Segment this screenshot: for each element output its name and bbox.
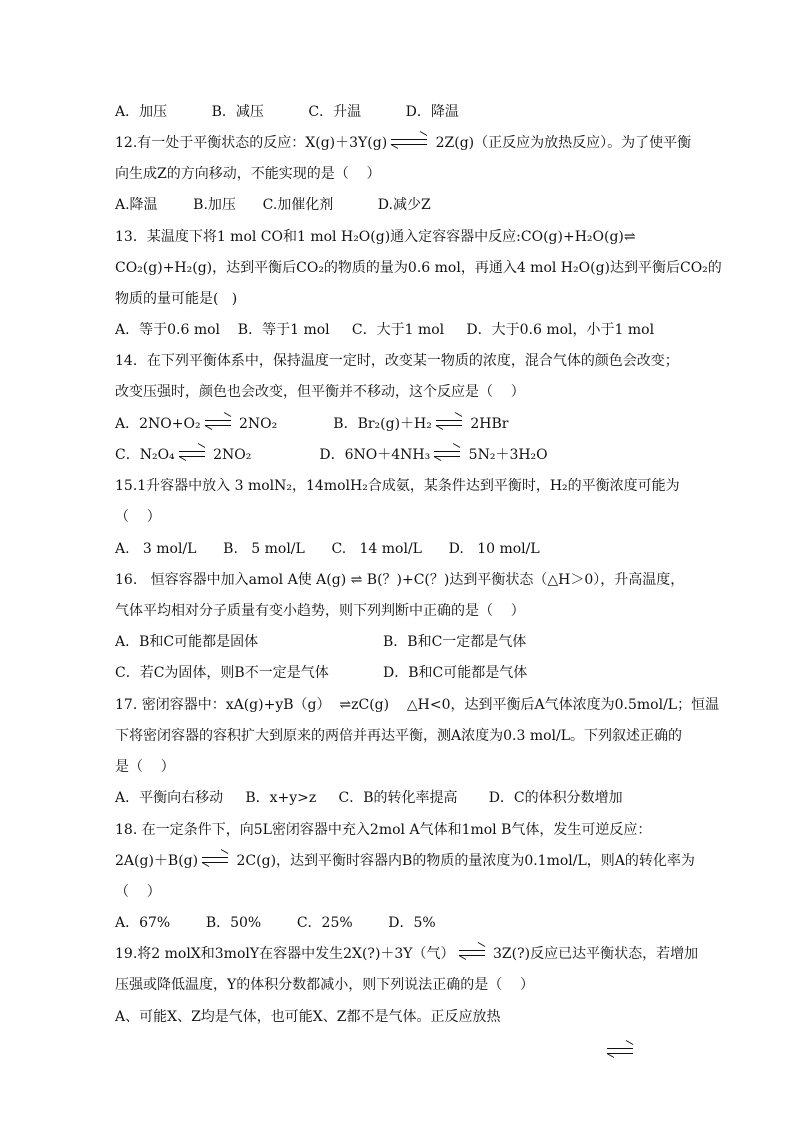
q15-stem-line2: （ ） <box>115 509 161 525</box>
q19-option-a: A、可能X、Z均是气体，也可能X、Z都不是气体。正反应放热 <box>115 1009 501 1025</box>
q17-stem-line1: 17. 密闭容器中：xA(g)+yB（g） ⇌zC(g) △H<0，达到平衡后A气体浓度为0.5mol/L；恒温 <box>115 697 720 713</box>
q14-options-ab <box>115 414 508 434</box>
q16-stem-line2: 气体平均相对分子质量有变小趋势，则下列判断中正确的是（ ） <box>115 603 525 619</box>
q18-options: A．67% B．50% C．25% D．5% <box>115 915 436 931</box>
q12-stem-line1: 12.有一处于平衡状态的反应：X(g)＋3Y(g) 2Z(g)（正反应为放热反应）。为了使平衡 <box>115 135 692 151</box>
q11-options: A．加压 B．减压 C．升温 D．降温 <box>115 104 459 120</box>
q14-option-d: D．6NO＋4NH₃ 5N₂＋3H₂O <box>319 447 548 463</box>
q14-option-b: B．Br₂(g)＋H₂ 2HBr <box>333 416 509 432</box>
q18-stem-line3: （ ） <box>115 884 161 900</box>
q17-options: A．平衡向右移动 B．x+y>z C．B的转化率提高 D．C的体积分数增加 <box>115 790 623 806</box>
q14-option-c: C．N₂O₄ 2NO₂ <box>115 447 252 463</box>
q17-stem-line2: 下将密闭容器的容积扩大到原来的两倍并再达平衡，测A浓度为0.3 mol/L。下列叙述正确的 <box>115 728 683 744</box>
equilibrium-arrow-icon <box>434 448 460 460</box>
q19-stem-line2: 压强或降低温度，Y的体积分数都减小，则下列说法正确的是（ ） <box>115 977 535 993</box>
equilibrium-arrow-icon <box>179 448 205 460</box>
q13-stem-line2: CO₂(g)+H₂(g)，达到平衡后CO₂的物质的量为0.6 mol，再通入4 mol H₂O(g)达到平衡后CO₂的 <box>115 260 722 276</box>
q14-option-a: A．2NO+O₂ 2NO₂ <box>115 416 278 432</box>
equilibrium-arrow-icon <box>607 1045 633 1057</box>
q18-stem-line2: 2A(g)＋B(g) 2C(g)，达到平衡时容器内B的物质的量浓度为0.1mol/L，则A的转化率为 <box>115 853 695 869</box>
q15-options: A. 3 mol/L B. 5 mol/L C. 14 mol/L D. 10 mol/L <box>115 541 540 557</box>
q14-options-cd <box>115 445 548 465</box>
q16-option-a: A．B和C可能都是固体 <box>115 634 259 650</box>
equilibrium-arrow-icon <box>205 417 231 429</box>
q12-stem-line2: 向生成Z的方向移动，不能实现的是（ ） <box>115 166 381 182</box>
equilibrium-arrow-icon <box>202 854 228 866</box>
equilibrium-arrow-icon <box>436 417 462 429</box>
equilibrium-arrow-icon <box>459 947 485 959</box>
q13-stem-line1: 13．某温度下将1 mol CO和1 mol H₂O(g)通入定容容器中反应:CO(g)+H₂O(g)⇌ <box>115 229 636 245</box>
q16-option-b: B．B和C一定都是气体 <box>383 634 527 650</box>
q16-stem-line1: 16. 恒容容器中加入amol A使 A(g) ⇌ B(？)+C(？)达到平衡状态（△H＞0），升高温度， <box>115 572 685 588</box>
q12-options: A.降温 B.加压 C.加催化剂 D.减少Z <box>115 197 431 213</box>
equilibrium-arrow-icon <box>391 136 427 148</box>
q14-stem-line2: 改变压强时，颜色也会改变，但平衡并不移动，这个反应是（ ） <box>115 384 525 400</box>
q15-stem-line1: 15.1升容器中放入 3 molN₂，14molH₂合成氨，某条件达到平衡时，H₂的平衡浓度可能为 <box>115 478 680 494</box>
q17-stem-line3: 是（ ） <box>115 759 175 775</box>
q16-option-c: C．若C为固体，则B不一定是气体 <box>115 665 329 681</box>
q16-option-d: D．B和C可能都是气体 <box>383 665 528 681</box>
q18-stem-line1: 18. 在一定条件下，向5L密闭容器中充入2mol A气体和1mol B气体，发生可逆反应： <box>115 822 652 838</box>
q13-stem-line3: 物质的量可能是( ) <box>115 291 238 307</box>
q13-options: A．等于0.6 mol B．等于1 mol C．大于1 mol D．大于0.6 mol，小于1 mol <box>115 322 655 338</box>
q19-stem-line1: 19.将2 molX和3molY在容器中发生2X(?)＋3Y（气） 3Z(?)反应已达平衡状态，若增加 <box>115 946 699 962</box>
q14-stem-line1: 14．在下列平衡体系中，保持温度一定时，改变某一物质的浓度，混合气体的颜色会改变； <box>115 353 679 369</box>
